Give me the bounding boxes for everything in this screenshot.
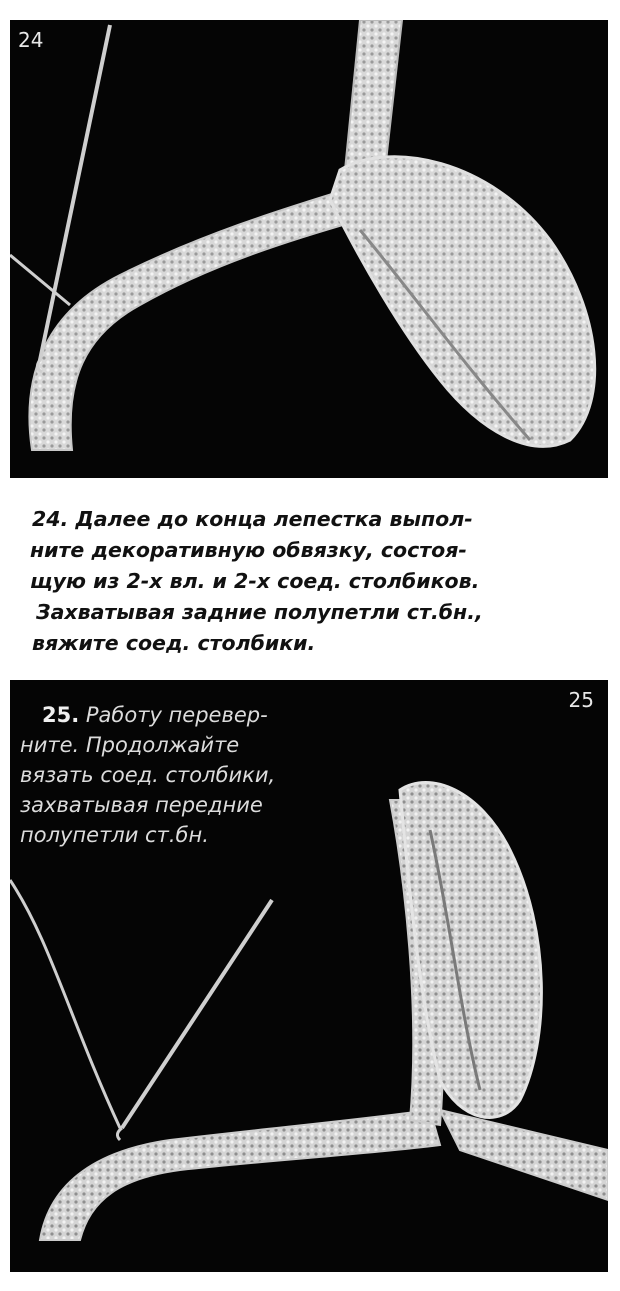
caption-step-24	[22, 504, 602, 659]
overlay-text-step-25	[20, 700, 375, 850]
caption-line: 24. Далее до конца лепестка выпол-	[32, 507, 473, 531]
overlay-line: захватывая передние	[20, 793, 263, 817]
caption-line: Захватывая задние полупетли ст.бн.,	[36, 600, 483, 624]
photo-step-24	[10, 20, 608, 478]
overlay-line: полупетли ст.бн.	[20, 823, 209, 847]
crochet-leaf-motif-icon	[10, 20, 608, 478]
step-number-25: 25	[568, 688, 594, 712]
step-label: 25.	[42, 703, 80, 727]
crochet-hook-icon	[10, 880, 272, 1140]
photo-step-25	[10, 680, 608, 1272]
step-number-24: 24	[18, 28, 44, 52]
caption-line: ните декоративную обвязку, состоя-	[30, 538, 467, 562]
overlay-line: вязать соед. столбики,	[20, 763, 276, 787]
overlay-line: Работу перевер-	[85, 703, 268, 727]
caption-line: щую из 2-х вл. и 2-х соед. столбиков.	[30, 569, 480, 593]
overlay-line: ните. Продолжайте	[20, 733, 240, 757]
caption-line: вяжите соед. столбики.	[32, 631, 316, 655]
